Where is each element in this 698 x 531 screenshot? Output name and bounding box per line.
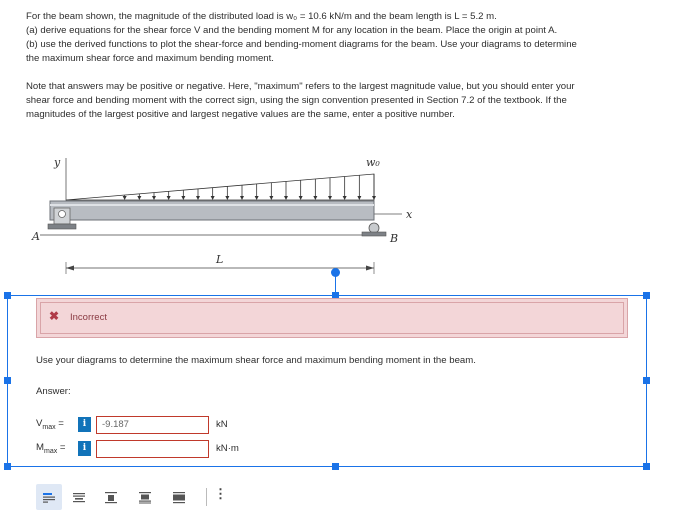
vmax-input[interactable]: -9.187 [96,416,209,434]
load-arrow-head [284,196,288,200]
resize-handle[interactable] [643,463,650,470]
note-line: Note that answers may be positive or negative. Here, "maximum" refers to the largest magnitude value, but you should enter your [26,81,575,92]
selection-border-bottom [7,466,647,467]
problem-line: the maximum shear force and maximum bending moment. [26,53,274,64]
toolbar-divider [206,488,207,506]
load-arrow-head [137,196,141,200]
align-center-icon[interactable] [132,484,158,510]
resize-handle[interactable] [332,463,339,470]
load-arrow-head [313,196,317,200]
more-options-icon[interactable]: ⋮ [214,486,227,501]
align-left-icon[interactable] [36,484,62,510]
answer-label: Answer: [36,386,71,397]
mmax-input[interactable] [96,440,209,458]
problem-line: (b) use the derived functions to plot the shear-force and bending-moment diagrams for the beam. Use your diagrams to determine [26,39,577,50]
load-arrow-head [343,196,347,200]
load-arrow-head [299,196,303,200]
point-a-label: A [32,230,40,243]
resize-handle[interactable] [4,377,11,384]
distributed-load-outline [66,174,374,200]
rotate-handle[interactable] [331,268,340,277]
resize-handle[interactable] [643,377,650,384]
mmax-unit: kN·m [216,443,239,454]
load-arrow-head [269,196,273,200]
selection-border-top [7,295,647,296]
mmax-label: $M_{max}$ = [36,442,66,455]
load-arrow-head [123,196,127,200]
vmax-row [36,416,276,434]
vmax-unit: kN [216,419,228,430]
info-icon[interactable]: i [78,417,91,432]
load-arrow-head [255,196,259,200]
load-arrows [123,174,376,200]
point-b-label: B [390,232,399,245]
feedback-status: Incorrect [70,312,107,323]
load-arrow-head [357,196,361,200]
resize-handle[interactable] [4,292,11,299]
align-justify-icon[interactable] [66,484,92,510]
resize-handle[interactable] [4,463,11,470]
w0-label: w₀ [366,156,380,169]
roller-support-b [362,223,386,236]
load-arrow-head [372,196,376,200]
x-axis-label: x [406,208,413,221]
problem-statement [26,10,666,122]
y-axis-label: y [54,156,61,169]
load-arrow-head [328,196,332,200]
close-x-icon: ✖ [49,309,60,323]
load-arrow-head [167,196,171,200]
note-line: shear force and bending moment with the correct sign, using the sign convention presented in Section 7.2 of the textbook. If the [26,95,567,106]
problem-line: (a) derive equations for the shear force V and the bending moment M for any location in the beam. Place the origin at point A. [26,25,558,36]
incorrect-feedback-box [36,298,628,338]
beam [50,201,374,220]
mmax-row [36,440,296,458]
length-label: L [216,253,224,266]
info-icon[interactable]: i [78,441,91,456]
load-arrow-head [196,196,200,200]
question-instruction: Use your diagrams to determine the maximum shear force and maximum bending moment in the beam. [36,355,476,366]
problem-line: For the beam shown, the magnitude of the distributed load is w₀ = 10.6 kN/m and the beam length is L = 5.2 m. [26,11,497,22]
align-full-icon[interactable] [166,484,192,510]
vmax-label: $V_{max}$ = [36,418,64,431]
note-line: magnitudes of the largest positive and largest negative values are the same, enter a positive number. [26,109,455,120]
resize-handle[interactable] [643,292,650,299]
beam-diagram [30,150,430,280]
load-arrow-head [181,196,185,200]
load-arrow-head [240,196,244,200]
load-arrow-head [152,196,156,200]
align-bottom-icon[interactable] [98,484,124,510]
load-arrow-head [225,196,229,200]
load-arrow-head [211,196,215,200]
